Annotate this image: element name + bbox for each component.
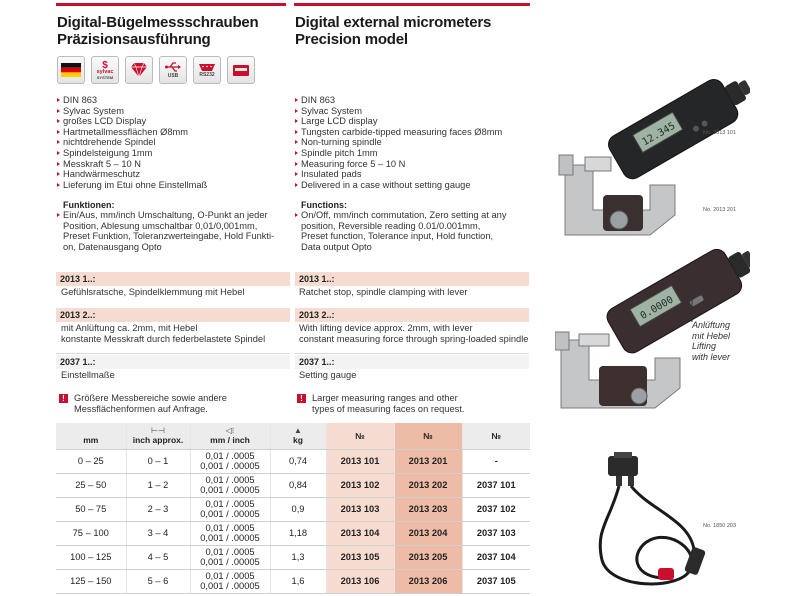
table-header-row xyxy=(56,423,530,449)
cell-order-b: 2013 206 xyxy=(394,569,462,593)
functions-line: Data output Opto xyxy=(301,241,372,252)
list-item: Delivered in a case without setting gauge xyxy=(295,180,527,191)
notice-text-de xyxy=(74,393,227,414)
functions-heading-de: Funktionen: xyxy=(63,200,115,210)
cell-order-c: 2037 102 xyxy=(462,497,530,521)
functions-text-de xyxy=(57,210,289,252)
features-list-en xyxy=(295,95,527,190)
range-icon: ⊢⊣ xyxy=(151,426,165,436)
list-item: Tungsten carbide-tipped measuring faces Ø8mm xyxy=(295,127,527,138)
functions-heading-en: Functions: xyxy=(301,200,347,210)
list-item: Measuring force 5 – 10 N xyxy=(295,159,527,170)
lcd-reading: 12.345 xyxy=(640,120,678,149)
functions-line: on, Datenausgang Opto xyxy=(63,241,162,252)
spec-table xyxy=(56,423,530,594)
variant-line: konstante Messkraft durch federbelastete Spindel xyxy=(61,333,266,344)
cell-mm: 0 – 25 xyxy=(56,449,126,473)
svg-text:$: $ xyxy=(102,60,108,69)
variant-band-2013-1-de: 2013 1..: xyxy=(56,272,290,286)
rs232-icon xyxy=(193,56,221,84)
cell-inch: 0 – 1 xyxy=(126,449,190,473)
cell-inch: 1 – 2 xyxy=(126,473,190,497)
variant-text-2037-1-de: Einstellmaße xyxy=(61,370,115,380)
divider xyxy=(295,353,529,354)
resolution-icon: ◁⁝ xyxy=(225,426,235,436)
section-bar-de xyxy=(56,3,286,6)
lever-callout xyxy=(692,320,730,362)
variant-band-2013-2-en: 2013 2..: xyxy=(295,308,529,322)
cell-inch: 2 – 3 xyxy=(126,497,190,521)
cell-inch: 3 – 4 xyxy=(126,521,190,545)
title-en-line1: Digital external micrometers xyxy=(295,14,492,31)
sylvac-sub-label: SYSTEM xyxy=(96,75,114,80)
table-row xyxy=(56,497,530,521)
variant-text-2013-1-en: Ratchet stop, spindle clamping with lever xyxy=(299,287,468,297)
list-item: Messkraft 5 – 10 N xyxy=(57,159,287,170)
weight-icon: ▲ xyxy=(294,426,302,436)
variant-text-2037-1-en: Setting gauge xyxy=(299,370,357,380)
variant-text-2013-2-de xyxy=(61,323,265,344)
header-resolution: ◁⁝ mm / inch xyxy=(190,423,270,449)
header-order-no-3: № xyxy=(462,423,530,449)
header-mm: mm xyxy=(56,423,126,449)
callout-line: mit Hebel xyxy=(692,330,731,341)
cell-order-a: 2013 105 xyxy=(326,545,394,569)
list-item: Insulated pads xyxy=(295,169,527,180)
functions-line: Position, Ablesung umschaltbar 0,01/0,001mm, xyxy=(63,220,258,231)
notice-line: Larger measuring ranges and other xyxy=(312,393,458,403)
table-row xyxy=(56,473,530,497)
image-caption-2: No. 2013 201 xyxy=(703,207,737,213)
cell-kg: 1,3 xyxy=(270,545,326,569)
divider xyxy=(56,353,290,354)
functions-line: position, Reversible reading 0.01/0.001mm, xyxy=(301,220,481,231)
list-item: DIN 863 xyxy=(295,95,527,106)
variant-band-2013-1-en: 2013 1..: xyxy=(295,272,529,286)
list-item: Spindelsteigung 1mm xyxy=(57,148,287,159)
cell-order-c: 2037 104 xyxy=(462,545,530,569)
list-item: großes LCD Display xyxy=(57,116,287,127)
notice-text-en xyxy=(312,393,464,414)
cell-order-a: 2013 104 xyxy=(326,521,394,545)
cell-order-b: 2013 202 xyxy=(394,473,462,497)
warning-icon: ! xyxy=(59,394,68,403)
list-item: Large LCD display xyxy=(295,116,527,127)
cell-resolution: 0,01 / .0005 0,001 / .00005 xyxy=(190,569,270,593)
table-row xyxy=(56,545,530,569)
cell-kg: 0,74 xyxy=(270,449,326,473)
variant-text-2013-1-de: Gefühlsratsche, Spindelklemmung mit Hebel xyxy=(61,287,245,297)
variant-text-2013-2-en xyxy=(299,323,528,344)
notice-line: types of measuring faces on request. xyxy=(312,403,465,414)
functions-line: Ein/Aus, mm/inch Umschaltung, O-Punkt an jeder xyxy=(63,210,268,220)
functions-line: Preset function, Tolerance input, Hold function, xyxy=(301,231,494,242)
table-row xyxy=(56,569,530,593)
variant-line: With lifting device approx. 2mm, with lever xyxy=(299,323,473,333)
cell-kg: 0,84 xyxy=(270,473,326,497)
notice-line: Messflächenformen auf Anfrage. xyxy=(74,403,208,414)
cell-order-b: 2013 203 xyxy=(394,497,462,521)
table-row xyxy=(56,449,530,473)
title-en xyxy=(295,14,491,48)
cell-inch: 5 – 6 xyxy=(126,569,190,593)
functions-line: On/Off, mm/inch commutation, Zero setting at any xyxy=(301,210,507,220)
rs232-label: RS232 xyxy=(199,71,215,78)
cell-order-c: 2037 105 xyxy=(462,569,530,593)
cell-kg: 0,9 xyxy=(270,497,326,521)
diamond-carbide-icon xyxy=(125,56,153,84)
cell-inch: 4 – 5 xyxy=(126,545,190,569)
list-item: Sylvac System xyxy=(57,106,287,117)
feature-icon-row xyxy=(57,56,255,84)
variant-line: mit Anlüftung ca. 2mm, mit Hebel xyxy=(61,323,198,333)
list-item: Non-turning spindle xyxy=(295,137,527,148)
list-item: Sylvac System xyxy=(295,106,527,117)
cell-mm: 75 – 100 xyxy=(56,521,126,545)
callout-line: Anlüftung xyxy=(692,320,731,330)
table-row xyxy=(56,521,530,545)
arrow-up-icon xyxy=(686,290,698,322)
cell-mm: 50 – 75 xyxy=(56,497,126,521)
cable-connector xyxy=(608,456,638,476)
list-item: Hartmetallmessflächen Ø8mm xyxy=(57,127,287,138)
header-weight: ▲ kg xyxy=(270,423,326,449)
list-item: nichtdrehende Spindel xyxy=(57,137,287,148)
cell-order-a: 2013 106 xyxy=(326,569,394,593)
callout-line: with lever xyxy=(692,351,731,362)
variant-band-2037-1-de: 2037 1..: xyxy=(56,355,290,369)
functions-text-en xyxy=(295,210,527,252)
notice-de xyxy=(59,393,227,414)
cell-order-c: 2037 103 xyxy=(462,521,530,545)
cell-order-c: 2037 101 xyxy=(462,473,530,497)
micrometer-2013-201-image xyxy=(555,220,750,415)
notice-line: Größere Messbereiche sowie andere xyxy=(74,393,227,403)
cell-order-b: 2013 205 xyxy=(394,545,462,569)
cell-resolution: 0,01 / .0005 0,001 / .00005 xyxy=(190,545,270,569)
sylvac-system-icon xyxy=(91,56,119,84)
cell-order-b: 2013 201 xyxy=(394,449,462,473)
header-order-no-2: № xyxy=(394,423,462,449)
list-item: Lieferung im Etui ohne Einstellmaß xyxy=(57,180,287,191)
image-caption-3: No. 1850 203 xyxy=(703,523,737,529)
variant-band-2013-2-de: 2013 2..: xyxy=(56,308,290,322)
title-de xyxy=(57,14,259,48)
cell-order-a: 2013 102 xyxy=(326,473,394,497)
cell-order-a: 2013 101 xyxy=(326,449,394,473)
title-de-line1: Digital-Bügelmessschrauben xyxy=(57,14,259,31)
notice-en xyxy=(297,393,464,414)
callout-line: Lifting xyxy=(692,341,717,351)
cell-resolution: 0,01 / .0005 0,001 / .00005 xyxy=(190,473,270,497)
header-order-no-1: № xyxy=(326,423,394,449)
cell-resolution: 0,01 / .0005 0,001 / .00005 xyxy=(190,497,270,521)
usb-icon xyxy=(159,56,187,84)
lcd-reading: 0.0000 xyxy=(638,294,676,323)
cell-order-c: - xyxy=(462,449,530,473)
cell-resolution: 0,01 / .0005 0,001 / .00005 xyxy=(190,521,270,545)
variant-band-2037-1-en: 2037 1..: xyxy=(295,355,529,369)
cell-mm: 25 – 50 xyxy=(56,473,126,497)
flag-germany-icon xyxy=(57,56,85,84)
list-item: DIN 863 xyxy=(57,95,287,106)
cell-kg: 1,6 xyxy=(270,569,326,593)
functions-line: Preset Funktion, Toleranzwerteingabe, Hold Funkti- xyxy=(63,231,275,242)
case-icon xyxy=(227,56,255,84)
usb-label: USB xyxy=(167,73,179,79)
features-list-de xyxy=(57,95,287,190)
list-item: Spindle pitch 1mm xyxy=(295,148,527,159)
warning-icon: ! xyxy=(297,394,306,403)
section-bar-en xyxy=(294,3,530,6)
cell-mm: 100 – 125 xyxy=(56,545,126,569)
cell-mm: 125 – 150 xyxy=(56,569,126,593)
sylvac-label: sylvac xyxy=(96,69,114,75)
cable-plug xyxy=(658,568,674,580)
cell-kg: 1,18 xyxy=(270,521,326,545)
list-item: Handwärmeschutz xyxy=(57,169,287,180)
title-en-line2: Precision model xyxy=(295,31,408,48)
header-inch: ⊢⊣ inch approx. xyxy=(126,423,190,449)
image-caption-1: No. 2013 101 xyxy=(703,130,737,136)
title-de-line2: Präzisionsausführung xyxy=(57,31,211,48)
cell-order-b: 2013 204 xyxy=(394,521,462,545)
cell-order-a: 2013 103 xyxy=(326,497,394,521)
variant-line: constant measuring force through spring-loaded spindle xyxy=(299,333,529,344)
cell-resolution: 0,01 / .0005 0,001 / .00005 xyxy=(190,449,270,473)
